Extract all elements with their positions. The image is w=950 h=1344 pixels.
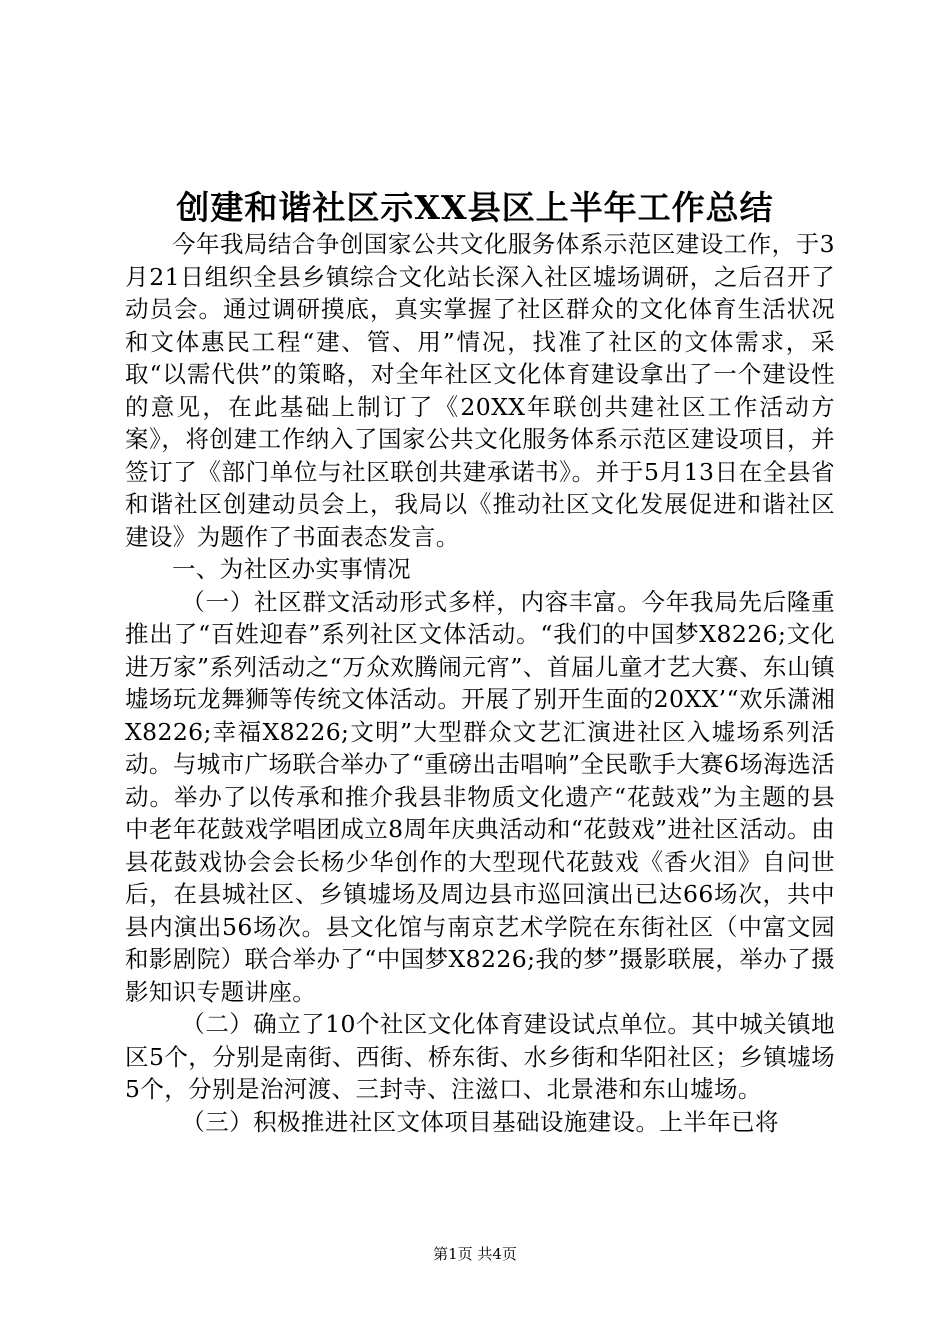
- paragraph-intro: 今年我局结合争创国家公共文化服务体系示范区建设工作，于3月21日组织全县乡镇综合文化站长深入社区墟场调研，之后召开了动员会。通过调研摸底，真实掌握了社区群众的文化体育生活状况和文体惠民工程“建、管、用”情况，找准了社区的文体需求，采取“以需代供”的策略，对全年社区文化体育建设拿出了一个建设性的意见，在此基础上制订了《20XX年联创共建社区工作活动方案》，将创建工作纳入了国家公共文化服务体系示范区建设项目，并签订了《部门单位与社区联创共建承诺书》。并于5月13日在全县省和谐社区创建动员会上，我局以《推动社区文化发展促进和谐社区建设》为题作了书面表态发言。: [125, 230, 835, 551]
- document-title: 创建和谐社区示XX县区上半年工作总结: [176, 188, 774, 227]
- document-body: [125, 228, 835, 1138]
- paragraph-item-2: （二）确立了10个社区文化体育建设试点单位。其中城关镇地区5个，分别是南街、西街、桥东街、水乡街和华阳社区；乡镇墟场5个，分别是治河渡、三封寺、注滋口、北景港和东山墟场。: [125, 1010, 835, 1103]
- paragraph-item-3: （三）积极推进社区文体项目基础设施建设。上半年已将: [181, 1107, 779, 1136]
- page-footer: 第1页 共4页: [433, 1245, 517, 1263]
- section-heading: 一、为社区办实事情况: [172, 555, 411, 583]
- paragraph-item-1: （一）社区群文活动形式多样，内容丰富。今年我局先后隆重推出了“百姓迎春”系列社区文体活动。“我们的中国梦X8226;文化进万家”系列活动之“万众欢腾闹元宵”、首届儿童才艺大赛、东山镇墟场玩龙舞狮等传统文体活动。开展了别开生面的20XX’“欢乐潇湘X8226;幸福X8226;文明”大型群众文艺汇演进社区入墟场系列活动。与城市广场联合举办了“重磅出击唱响”全民歌手大赛6场海选活动。举办了以传承和推介我县非物质文化遗产“花鼓戏”为主题的县中老年花鼓戏学唱团成立8周年庆典活动和“花鼓戏”进社区活动。由县花鼓戏协会会长杨少华创作的大型现代花鼓戏《香火泪》自问世后，在县城社区、乡镇墟场及周边县市巡回演出已达66场次，共中县内演出56场次。县文化馆与南京艺术学院在东街社区（中富文园和影剧院）联合举办了“中国梦X8226;我的梦”摄影联展，举办了摄影知识专题讲座。: [125, 587, 835, 1006]
